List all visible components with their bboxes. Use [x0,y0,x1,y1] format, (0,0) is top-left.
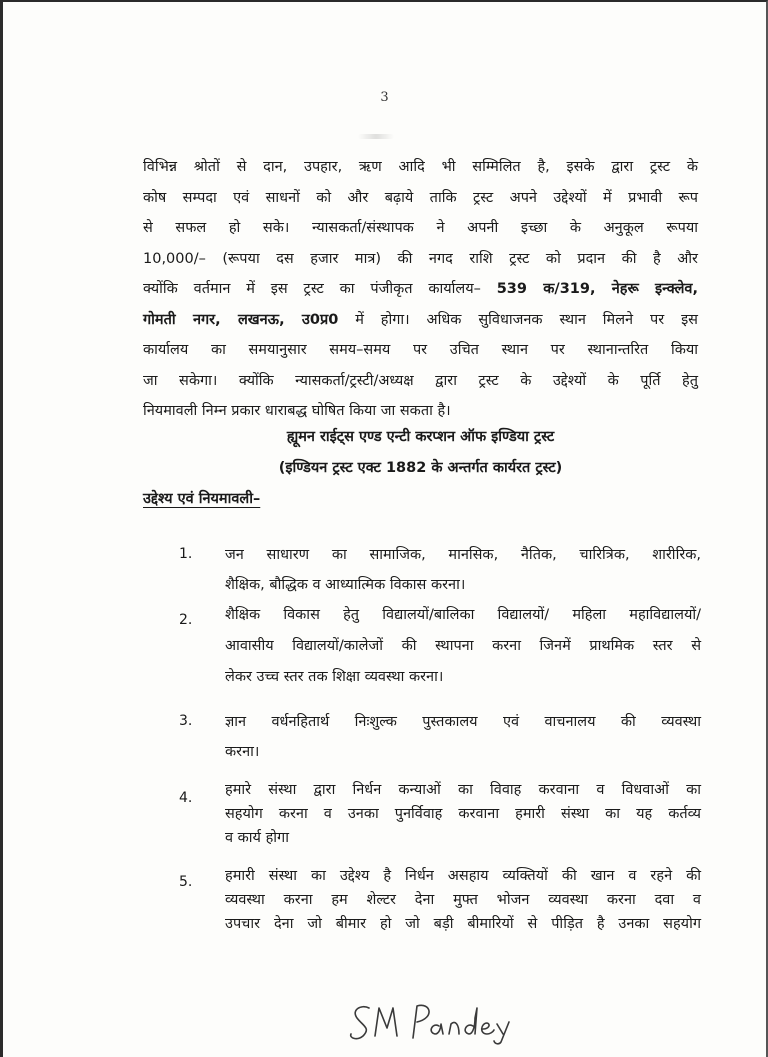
objective-text: शैक्षिक विकास हेतु विद्यालयों/बालिका विद्यालयों/ महिला महाविद्यालयों/ आवासीय विद्यालयों/कालेजों की स्थापना करना जिनमें प्राथमिक स्तर से लेकर उच्च स्तर तक शिक्षा व्यवस्था करना। [225,607,701,685]
objective-text: हमारी संस्था का उद्देश्य है निर्धन असहाय व्यक्तियों की खान व रहने की व्यवस्था करना हम शेल्टर देना मुफ्त भोजन व्यवस्था करना दवा व उपचार देना जो बीमार हो जो बड़ी बीमारियों से पीड़ित है उनका सहयोग [225,868,701,932]
office-address-bold: 539 क/319, नेहरू इन्क्लेव, [496,281,698,297]
intro-line: क्योंकि वर्तमान में इस ट्रस्ट का पंजीकृत कार्यालय– 539 क/319, नेहरू इन्क्लेव, [143,281,698,297]
trust-name: ह्यूमन राईट्स एण्ड एन्टी करप्शन ऑफ इण्डिया ट्रस्ट [286,429,555,445]
handwritten-signature [347,996,537,1046]
objective-number: 1. [179,546,193,562]
intro-line: कोष सम्पदा एवं साधनों को और बढ़ाये ताकि ट्रस्ट अपने उद्देश्यों में प्रभावी रूप [143,189,698,206]
intro-line: गोमती नगर, लखनऊ, उ0प्र0 में होगा। अधिक सुविधाजनक स्थान मिलने पर इस [143,311,698,328]
page-number: 3 [380,90,389,105]
intro-line: जा सकेगा। क्योंकि न्यासकर्ता/ट्रस्टी/अध्यक्ष द्वारा ट्रस्ट के उद्देश्यों के पूर्ति हेतु [143,372,698,389]
objective-text: हमारे संस्था द्वारा निर्धन कन्याओं का विवाह करवाना व विधवाओं का सहयोग करना व उनका पुनर्विवाह करवाना हमारी संस्था का यह कर्तव्य व कार्य होगा [225,782,701,846]
intro-line: से सफल हो सके। न्यासकर्ता/संस्थापक ने अपनी इच्छा के अनुकूल रूपया [143,220,698,236]
intro-line: 10,000/– (रूपया दस हजार मात्र) की नगद राशि ट्रस्ट को प्रदान की है और [143,250,698,267]
objective-text: जन साधारण का सामाजिक, मानसिक, नैतिक, चारित्रिक, शारीरिक, शैक्षिक, बौद्धिक व आध्यात्मिक विकास करना। [225,547,701,593]
intro-line: कार्यालय का समयानुसार समय–समय पर उचित स्थान पर स्थानान्तरित किया [143,342,698,358]
scan-smudge [358,134,394,139]
intro-line: नियमावली निम्न प्रकार धाराबद्ध घोषित किया जा सकता है। [143,403,451,419]
office-address-bold-cont: गोमती नगर, लखनऊ, उ0प्र0 [143,311,339,328]
intro-paragraph [143,152,698,427]
objectives-title: उद्देश्य एवं नियमावली– [143,491,261,507]
objective-text: ज्ञान वर्धनहितार्थ निःशुल्क पुस्तकालय एवं वाचनालय की व्यवस्था करना। [225,714,701,760]
trust-act: (इण्डियन ट्रस्ट एक्ट 1882 के अन्तर्गत कार्यरत ट्रस्ट) [278,460,563,476]
intro-line: विभिन्न श्रोतों से दान, उपहार, ऋण आदि भी सम्मिलित है, इसके द्वारा ट्रस्ट के [143,159,698,175]
trust-heading [143,422,698,484]
signature-drawing [347,996,537,1046]
objective-number: 2. [179,612,193,628]
objective-number: 4. [179,790,193,806]
objective-number: 3. [179,713,193,729]
objective-number: 5. [179,874,193,890]
